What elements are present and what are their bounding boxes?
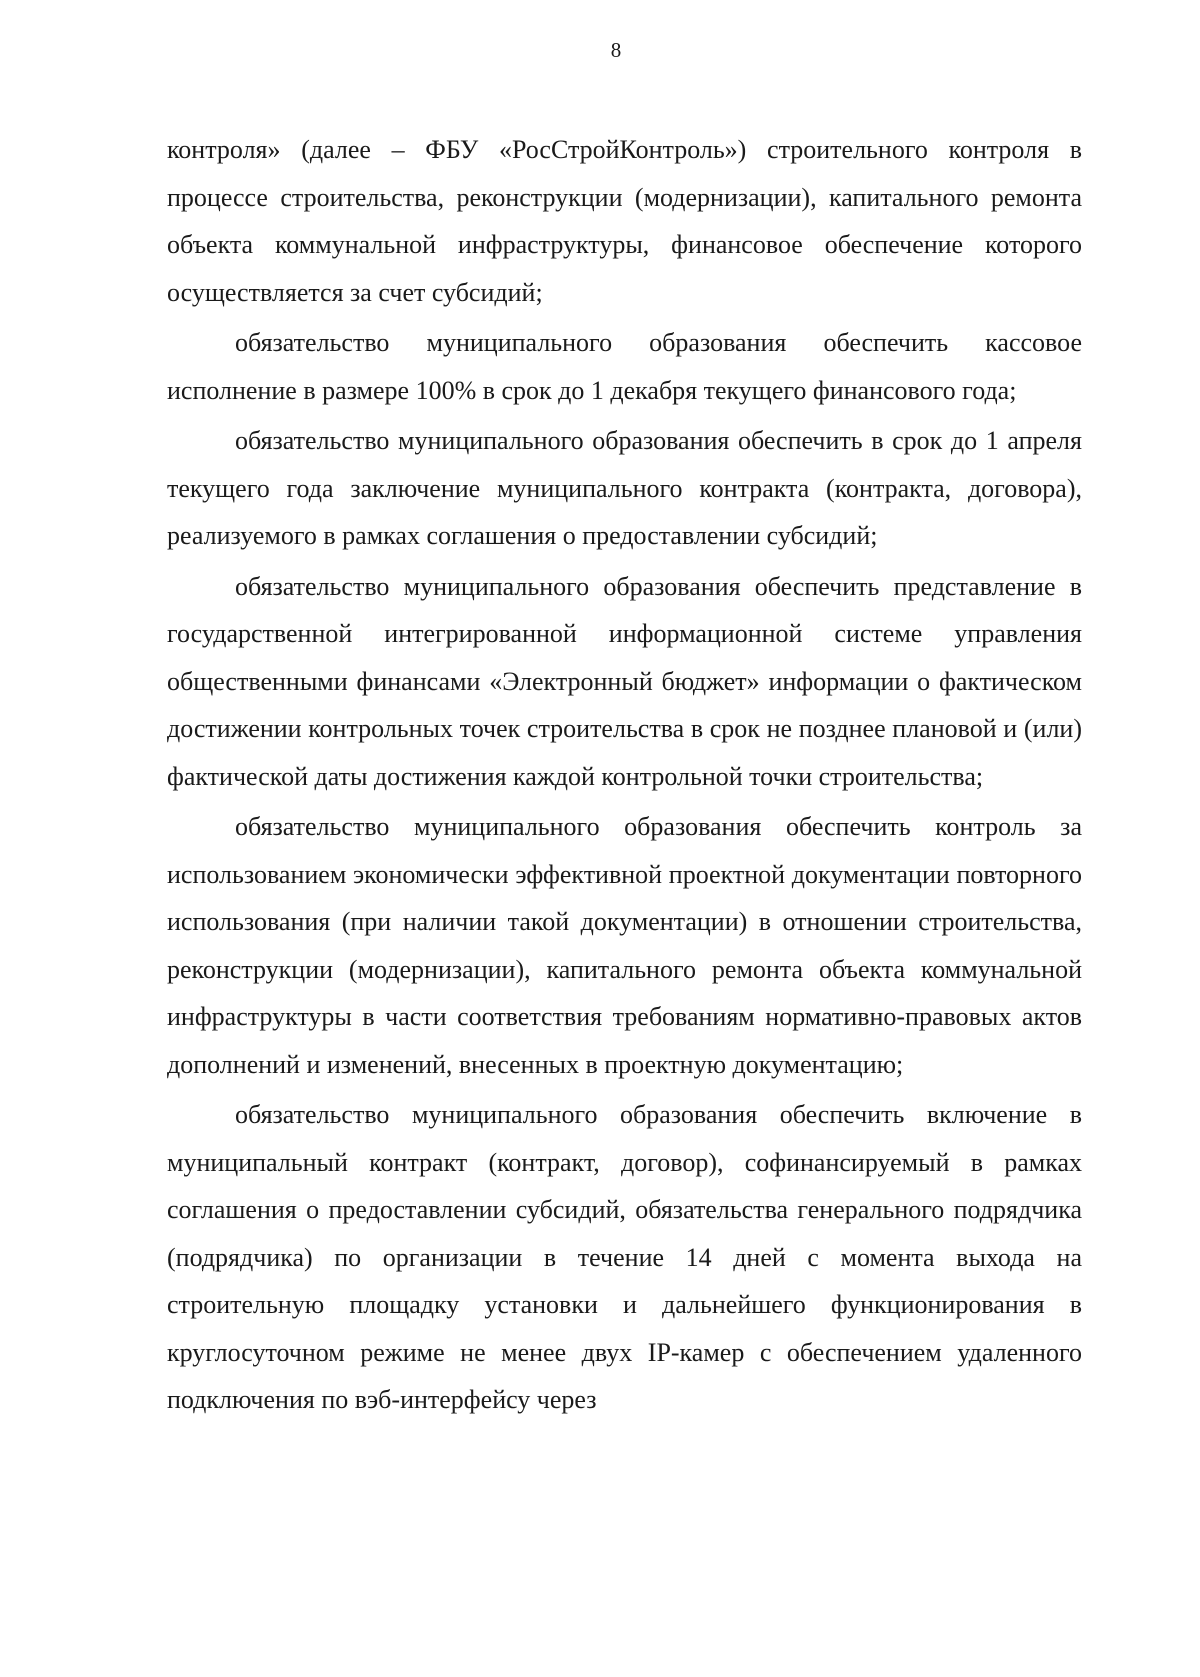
paragraph-ip-cameras: обязательство муниципального образования обеспечить включение в муниципальный контракт (контракт, договор), софинансируемый в рамках соглашения о предоставлении субсидий, обязательства генерального подрядчика (подрядчика) по организации в течение 14 дней с момента выхода на строительную площадку установки и дальнейшего функционирования в круглосуточном режиме не менее двух IP-камер с обеспечением удаленного подключения по вэб-интерфейсу через bbox=[167, 1100, 1082, 1414]
paragraph-cash-execution: обязательство муниципального образования обеспечить кассовое исполнение в размере 100% в срок до 1 декабря текущего финансового года; bbox=[167, 328, 1082, 405]
document-body bbox=[167, 126, 1082, 1424]
page-number: 8 bbox=[610, 38, 622, 62]
paragraph-design-documentation: обязательство муниципального образования обеспечить контроль за использованием экономически эффективной проектной документации повторного использования (при наличии такой документации) в отношении строительства, реконструкции (модернизации), капитального ремонта объекта коммунальной инфраструктуры в части соответствия требованиям нормативно-правовых актов дополнений и изменений, внесенных в проектную документацию; bbox=[167, 812, 1082, 1079]
paragraph-contract-deadline: обязательство муниципального образования обеспечить в срок до 1 апреля текущего года заключение муниципального контракта (контракта, договора), реализуемого в рамках соглашения о предоставлении субсидий; bbox=[167, 426, 1082, 550]
paragraph-electronic-budget: обязательство муниципального образования обеспечить представление в государственной интегрированной информационной системе управления общественными финансами «Электронный бюджет» информации о фактическом достижении контрольных точек строительства в срок не позднее плановой и (или) фактической даты достижения каждой контрольной точки строительства; bbox=[167, 571, 1082, 791]
paragraph-continuation: контроля» (далее – ФБУ «РосСтройКонтроль») строительного контроля в процессе строительства, реконструкции (модернизации), капитального ремонта объекта коммунальной инфраструктуры, финансовое обеспечение которого осуществляется за счет субсидий; bbox=[167, 135, 1082, 307]
